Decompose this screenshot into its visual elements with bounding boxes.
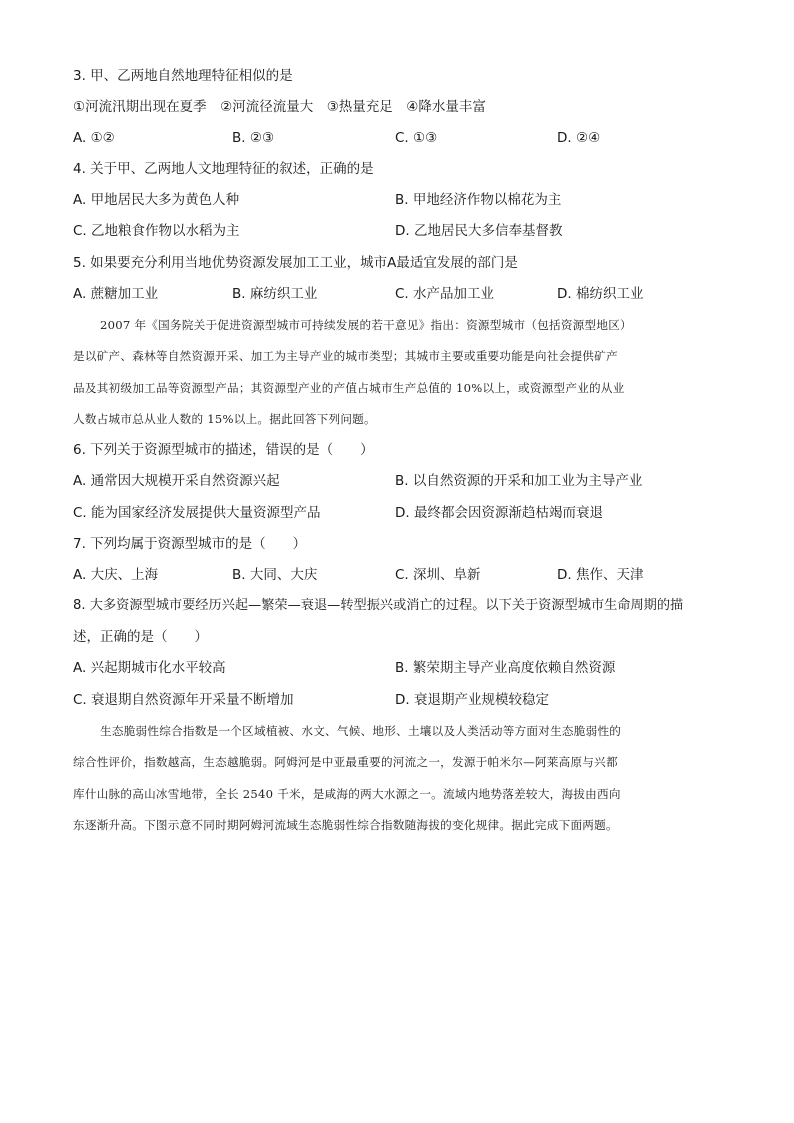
passage-1-line-2: 是以矿产、森林等自然资源开采、加工为主导产业的城市类型；其城市主要或重要功能是向社会提供矿产 <box>73 349 618 363</box>
question-7-option-d: D. 焦作、天津 <box>557 567 644 583</box>
question-7-title: 7. 下列均属于资源型城市的是（ ） <box>73 536 307 552</box>
question-6-option-c: C. 能为国家经济发展提供大量资源型产品 <box>73 505 321 521</box>
question-5-option-b: B. 麻纺织工业 <box>232 286 318 302</box>
question-6-title: 6. 下列关于资源型城市的描述，错误的是（ ） <box>73 442 374 458</box>
question-5-option-d: D. 棉纺织工业 <box>557 286 644 302</box>
question-6-option-d: D. 最终都会因资源渐趋枯竭而衰退 <box>395 505 603 521</box>
question-5-title: 5. 如果要充分利用当地优势资源发展加工工业，城市A最适宜发展的部门是 <box>73 255 518 271</box>
question-8-option-c: C. 衰退期自然资源年开采量不断增加 <box>73 692 294 708</box>
question-5-option-c: C. 水产品加工业 <box>395 286 495 302</box>
question-6-option-b: B. 以自然资源的开采和加工业为主导产业 <box>395 473 643 489</box>
question-5-option-a: A. 蔗糖加工业 <box>73 286 159 302</box>
question-3-option-d: D. ②④ <box>557 130 601 146</box>
question-8-option-b: B. 繁荣期主导产业高度依赖自然资源 <box>395 660 616 676</box>
passage-2-line-3: 库什山脉的高山冰雪地带，全长 2540 千米，是咸海的两大水源之一。流域内地势落差较大，海拔由西向 <box>73 787 621 801</box>
question-6-option-a: A. 通常因大规模开采自然资源兴起 <box>73 473 280 489</box>
passage-2-line-2: 综合性评价，指数越高，生态越脆弱。阿姆河是中亚最重要的河流之一，发源于帕米尔—阿莱高原与兴都 <box>73 755 618 769</box>
question-4-option-b: B. 甲地经济作物以棉花为主 <box>395 192 562 208</box>
question-8-option-a: A. 兴起期城市化水平较高 <box>73 660 226 676</box>
passage-1-line-4: 人数占城市总从业人数的 15%以上。据此回答下列问题。 <box>73 412 376 426</box>
question-8-title-line-2: 述，正确的是（ ） <box>73 629 208 645</box>
question-3-title: 3. 甲、乙两地自然地理特征相似的是 <box>73 68 293 84</box>
question-4-title: 4. 关于甲、乙两地人文地理特征的叙述，正确的是 <box>73 161 374 177</box>
question-8-title-line-1: 8. 大多资源型城市要经历兴起—繁荣—衰退—转型振兴或消亡的过程。以下关于资源型城市生命周期的描 <box>73 598 684 613</box>
passage-1-line-1: 2007 年《国务院关于促进资源型城市可持续发展的若干意见》指出：资源型城市（包括资源型地区） <box>100 318 632 332</box>
question-3-option-b: B. ②③ <box>232 130 275 146</box>
question-7-option-c: C. 深圳、阜新 <box>395 567 481 583</box>
question-7-option-b: B. 大同、大庆 <box>232 567 318 583</box>
question-3-option-a: A. ①② <box>73 130 115 146</box>
passage-1-line-3: 品及其初级加工品等资源型产品；其资源型产业的产值占城市生产总值的 10%以上，或资源型产业的从业 <box>73 381 625 395</box>
question-3-statements: ①河流汛期出现在夏季 ②河流径流量大 ③热量充足 ④降水量丰富 <box>73 99 486 115</box>
question-3-option-c: C. ①③ <box>395 130 438 146</box>
passage-2-line-1: 生态脆弱性综合指数是一个区域植被、水文、气候、地形、土壤以及人类活动等方面对生态脆弱性的 <box>100 724 622 738</box>
question-7-option-a: A. 大庆、上海 <box>73 567 159 583</box>
question-4-option-a: A. 甲地居民大多为黄色人种 <box>73 192 240 208</box>
question-4-option-d: D. 乙地居民大多信奉基督教 <box>395 223 563 239</box>
passage-2-line-4: 东逐渐升高。下图示意不同时期阿姆河流域生态脆弱性综合指数随海拔的变化规律。据此完成下面两题。 <box>73 818 618 832</box>
question-4-option-c: C. 乙地粮食作物以水稻为主 <box>73 223 240 239</box>
question-8-option-d: D. 衰退期产业规模较稳定 <box>395 692 549 708</box>
